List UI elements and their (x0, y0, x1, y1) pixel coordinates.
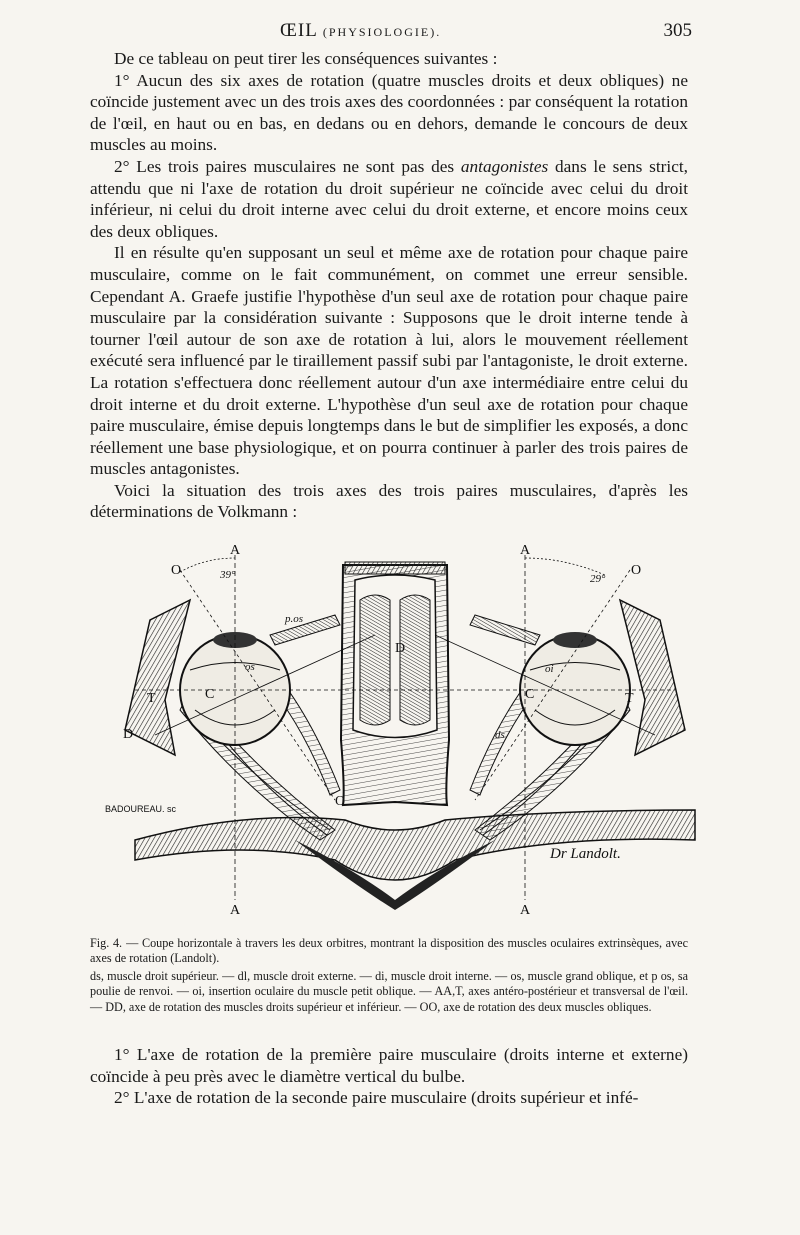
paragraph: Voici la situation des trois axes des trois paires musculaires, d'après les déterminations de Volkmann : (90, 480, 688, 522)
engraver-credit: BADOUREAU. sc (105, 804, 177, 814)
label-O-center: O (335, 794, 346, 809)
label-ds: ds (495, 729, 505, 741)
label-T-left: T (147, 691, 156, 706)
label-angle-right: 29° (590, 573, 606, 585)
label-C-left: C (205, 687, 215, 702)
label-D-center: D (395, 641, 406, 656)
label-pos: p.os (285, 613, 304, 625)
body-text-bottom (90, 1044, 688, 1109)
paragraph: Il en résulte qu'en supposant un seul et même axe de rotation pour chaque paire musculaire, comme on le fait communément, on commet une erreur sensible. Cependant A. Graefe justifie l'hypothèse d'un seul axe de rotation pour chaque paire musculaire par la considération suivante : Supposons que le droit interne tende à tourner l'œil autour de son axe de rotation à lui, alors le mouvement réellement exécuté sera influencé par le tiraillement passif subi par l'antagoniste, le droit externe. La rotation s'effectuera donc réellement autour d'un axe intermédiaire entre celui du droit interne et du droit externe. L'hypothèse d'un seul axe de rotation pour chaque paire musculaire, émise depuis longtemps dans le but de simplifier les exposés, a donc réellement une base physiologique, et on pourra continuer à parler des trois paires de muscles antagonistes. (90, 243, 688, 479)
right-orbit (470, 600, 685, 840)
label-A-bottom-right: A (520, 903, 531, 918)
running-header (0, 20, 800, 46)
label-A-top-left: A (230, 543, 241, 558)
label-O-left: O (171, 563, 182, 578)
figure-engraving (95, 540, 715, 930)
label-T-right: T (625, 691, 634, 706)
running-title (280, 20, 441, 42)
anatomical-figure (95, 540, 715, 930)
paragraph (90, 156, 688, 242)
label-oi: oi (545, 663, 554, 675)
paragraph-part: 2° Les trois paires musculaires ne sont pas des (114, 156, 461, 176)
emphasis: antagonistes (460, 156, 549, 176)
title-sub: (PHYSIOLOGIE). (322, 25, 442, 39)
caption-text: — Coupe horizontale à travers les deux orbitres, montrant la disposition des muscles oculaires extrinsèques, avec axes de rotation (Landolt). (90, 936, 688, 966)
paragraph-part: dans le sens strict, attendu que ni l'axe de rotation du droit supérieur ne coïncide avec celui du droit inférieur, ni celui du droit interne avec celui du droit externe, et encore moins ceux des deux obliques. (90, 156, 688, 241)
label-A-bottom-left: A (230, 903, 241, 918)
author-signature: Dr Landolt. (550, 846, 621, 862)
paragraph: 2° L'axe de rotation de la seconde paire musculaire (droits supérieur et infé- (114, 1088, 639, 1108)
figure-number: Fig. 4. (90, 936, 123, 950)
label-angle-left: 39° (220, 569, 236, 581)
body-text-top (90, 48, 688, 523)
page-number: 305 (663, 20, 692, 41)
paragraph: De ce tableau on peut tirer les conséquences suivantes : (114, 49, 498, 68)
label-A-top-right: A (520, 543, 531, 558)
caption-lead (90, 936, 688, 967)
nasal-septum (341, 562, 449, 805)
title-main: ŒIL (280, 20, 318, 41)
label-O-right: O (631, 563, 642, 578)
label-os: os (245, 661, 255, 673)
label-C-right: C (525, 687, 535, 702)
paragraph: 1° L'axe de rotation de la première paire musculaire (droits interne et externe) coïncide à peu près avec le diamètre vertical du bulbe. (90, 1045, 688, 1086)
label-D-left: D (123, 727, 134, 742)
paragraph: 1° Aucun des six axes de rotation (quatre muscles droits et deux obliques) ne coïncide justement avec un des trois axes des coordonnées : par conséquent la rotation de l'œil, en haut ou en bas, en dedans ou en dehors, demande le concours de deux muscles au moins. (90, 70, 688, 155)
figure-caption (90, 936, 688, 1015)
caption-legend: ds, muscle droit supérieur. — dl, muscle droit externe. — di, muscle droit interne. — os, muscle grand oblique, et p os, sa poulie de renvoi. — oi, insertion oculaire du muscle petit oblique. — AA,T, axes antéro-postérieur et transversal de l'œil. — DD, axe de rotation des muscles droits supérieur et inférieur. — OO, axe de rotation des deux muscles obliques. (90, 968, 688, 1014)
